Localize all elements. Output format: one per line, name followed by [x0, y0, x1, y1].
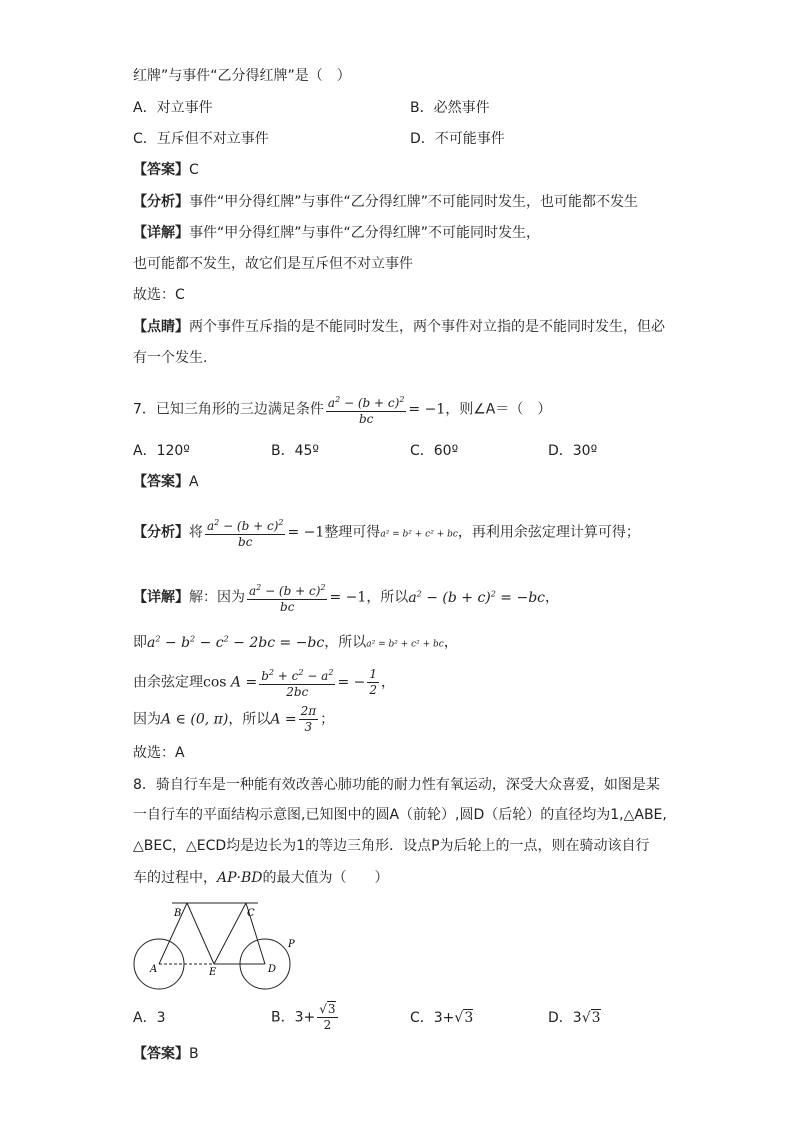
opt-d-text: D．3: [548, 1010, 582, 1026]
q7-stem: 7．已知三角形的三边满足条件 $\frac{a^2 - (b + c)^2}{bc}$ = −1，则∠A＝（ ）: [133, 392, 551, 427]
q7-answer: [133, 472, 199, 492]
line-4-post: 的最大值为（ ）: [262, 870, 389, 886]
detail-tag: 【详解】: [133, 225, 189, 241]
q7-detail-fraction: $\frac{a^2 - (b + c)^2}{bc}$: [247, 580, 327, 615]
label-e: E: [209, 967, 217, 978]
q6-detail-2: 也可能都不发生，故它们是互斥但不对立事件: [133, 256, 413, 272]
q7-option-a: A．120º: [133, 443, 190, 459]
q7-d2-formula: $a^2 - b^2 - c^2 - 2bc = -bc$: [147, 634, 325, 651]
q6-option-b: B．必然事件: [410, 100, 490, 116]
q6-tip: [133, 317, 665, 337]
q8-option-c: C．3+√3: [410, 1010, 474, 1026]
d4-mid: ，所以: [228, 711, 271, 728]
answer-tag: 【答案】: [133, 474, 189, 490]
cos-label: cos A =: [203, 674, 258, 691]
q8-line-2: 一自行车的平面结构示意图,已知图中的圆A（前轮）,圆D（后轮）的直径均为1,△ABE,: [133, 807, 667, 823]
answer-tag: 【答案】: [133, 1046, 189, 1062]
detail-tag: 【详解】: [133, 589, 189, 606]
opt-b-text: B．3+: [271, 1009, 316, 1026]
q7-option-c: C．60º: [410, 443, 459, 459]
q7-detail-3: 由余弦定理cos A = $\frac{b^2 + c^2 - a^2}{2bc}$ = − $\frac{1}{2}$ ，: [133, 667, 395, 699]
q7-stem-post: ，则∠A＝（ ）: [445, 401, 552, 418]
label-b: B: [174, 908, 182, 919]
answer-value: A: [189, 474, 199, 490]
q7-option-b: B．45º: [271, 443, 320, 459]
d2-mid: ，所以: [324, 634, 367, 651]
q8-option-b: [271, 1002, 340, 1033]
label-d: D: [268, 964, 277, 975]
analysis-tag: 【分析】: [133, 194, 189, 210]
d3-pre: 由余弦定理: [133, 674, 203, 691]
q6-tip-2: 有一个发生.: [133, 350, 208, 366]
label-a: A: [150, 964, 158, 975]
line-4-pre: 车的过程中，: [133, 870, 217, 886]
opt-c-text: C．3+: [410, 1010, 455, 1026]
label-c: C: [247, 908, 255, 919]
d2-pre: 即: [133, 634, 147, 651]
answer-value: C: [189, 162, 199, 178]
bicycle-diagram: [128, 895, 303, 990]
q7-analysis-formula: a² = b² + c² + bc: [380, 529, 458, 540]
q6-stem-tail: 红牌”与事件“乙分得红牌”是（ ）: [133, 68, 351, 84]
analysis-pre: 将: [189, 524, 203, 541]
q7-angle-fraction: $\frac{2\pi}{3}$: [300, 704, 317, 734]
q7-cos-fraction: $\frac{b^2 + c^2 - a^2}{2bc}$: [259, 665, 335, 700]
answer-tag: 【答案】: [133, 162, 189, 178]
q8-vector-product: AP·BD: [217, 870, 263, 886]
tip-tag: 【点睛】: [133, 319, 189, 335]
analysis-mid: 整理可得: [324, 524, 381, 541]
q8-option-d: D．3√3: [548, 1010, 601, 1026]
label-p: P: [288, 939, 295, 950]
q7-analysis-fraction: $\frac{a^2 - (b + c)^2}{bc}$: [205, 515, 285, 550]
q8-line-1: 8．骑自行车是一种能有效改善心肺功能的耐力性有氧运动，深受大众喜爱，如图是某: [133, 777, 660, 793]
q6-analysis: [133, 192, 638, 212]
q8-option-b-fraction: $\frac{√3}{2}$: [319, 1002, 336, 1032]
analysis-post: ，再利用余弦定理计算可得；: [457, 524, 640, 541]
q7-condition-fraction: $\frac{a^2 - (b + c)^2}{bc}$: [326, 392, 406, 427]
detail-pre: 解：因为: [189, 589, 245, 606]
q7-detail: 【详解】解：因为 $\frac{a^2 - (b + c)^2}{bc}$ = −1，所以$a^2 - (b + c)^2 = -bc$，: [133, 580, 559, 615]
q6-option-a: A．对立事件: [133, 100, 213, 116]
q8-line-4: [133, 868, 389, 888]
tip-text: 两个事件互斥指的是不能同时发生，两个事件对立指的是不能同时发生，但必: [189, 319, 665, 335]
detail-mid: ，所以: [366, 589, 409, 606]
q7-detail-4: 因为A ∈ (0, π)，所以A = $\frac{2\pi}{3}$ ；: [133, 704, 335, 734]
q6-answer: [133, 160, 199, 180]
q7-stem-pre: 7．已知三角形的三边满足条件: [133, 401, 324, 418]
q7-detail-2: 即$a^2 - b^2 - c^2 - 2bc = -bc$，所以a² = b² + c² + bc，: [133, 634, 458, 651]
analysis-text: 事件“甲分得红牌”与事件“乙分得红牌”不可能同时发生，也可能都不发生: [189, 194, 639, 210]
q8-answer: [133, 1044, 199, 1064]
q8-option-a: A．3: [133, 1010, 166, 1026]
detail-text: 事件“甲分得红牌”与事件“乙分得红牌”不可能同时发生，: [189, 225, 541, 241]
q6-option-c: C．互斥但不对立事件: [133, 131, 269, 147]
q7-choose: 故选：A: [133, 745, 185, 761]
q8-line-3: △BEC，△ECD均是边长为1的等边三角形．设点P为后轮上的一点，则在骑动该自行: [133, 838, 650, 854]
q7-detail-formula: $a^2 - (b + c)^2 = -bc$: [408, 588, 546, 606]
d4-pre: 因为: [133, 711, 161, 728]
q6-option-d: D．不可能事件: [410, 131, 505, 147]
answer-value: B: [189, 1046, 199, 1062]
q6-detail: [133, 223, 540, 243]
q7-interval: A ∈ (0, π): [161, 711, 229, 728]
q6-choose: 故选：C: [133, 287, 185, 303]
q7-half-fraction: $\frac{1}{2}$: [369, 667, 377, 697]
q7-option-d: D．30º: [548, 443, 598, 459]
analysis-tag: 【分析】: [133, 524, 189, 541]
q7-d2-result: a² = b² + c² + bc: [366, 639, 444, 650]
q7-analysis: 【分析】将 $\frac{a^2 - (b + c)^2}{bc}$ = −1整理可得a² = b² + c² + bc，再利用余弦定理计算可得；: [133, 515, 640, 550]
